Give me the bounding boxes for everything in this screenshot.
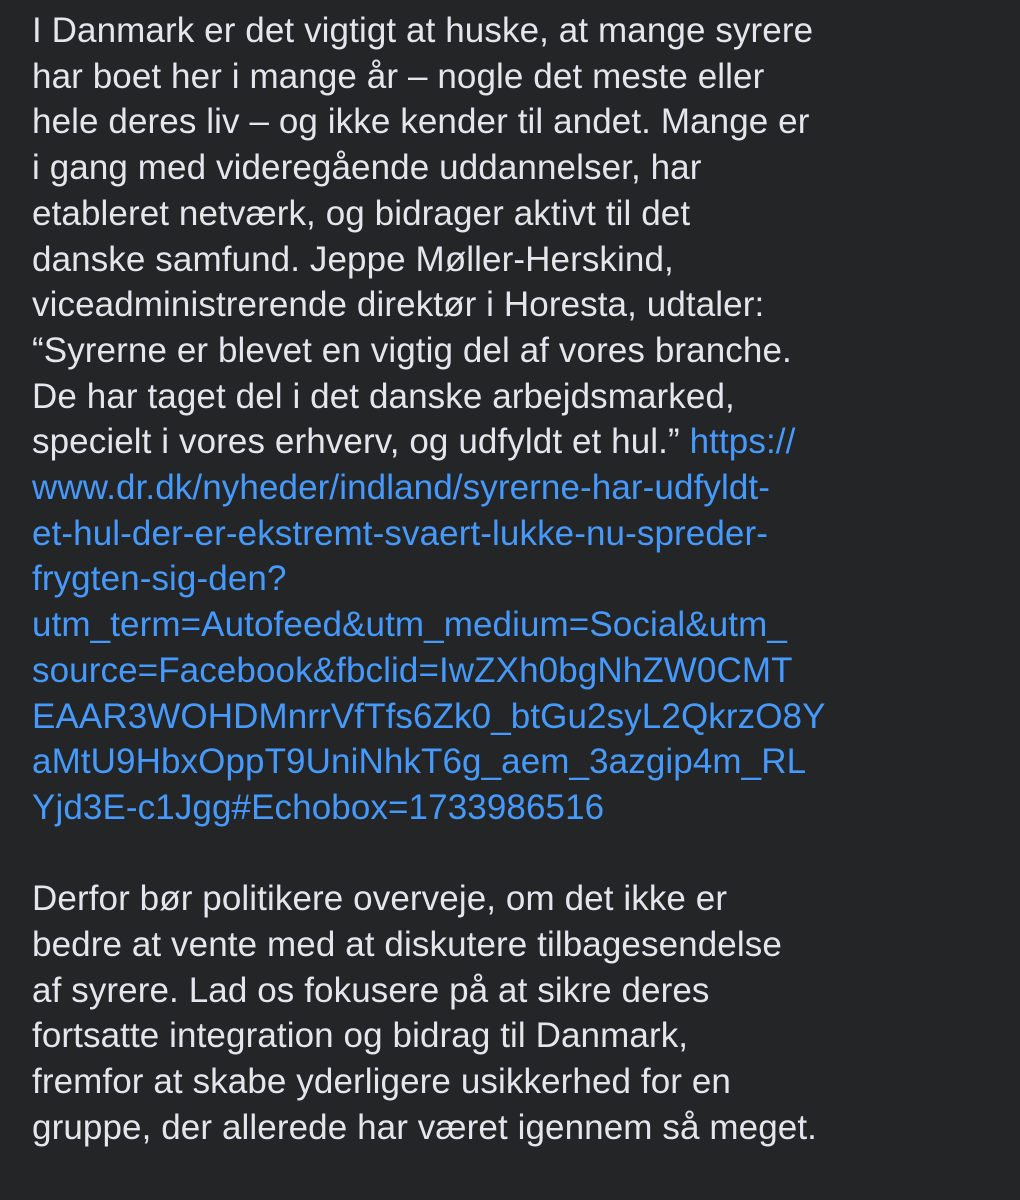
article-link-line[interactable]: aMtU9HbxOppT9UniNhkT6g_aem_3azgip4m_RL (32, 742, 807, 782)
text-line: Derfor bør politikere overveje, om det ikke er (32, 879, 728, 919)
article-link-start[interactable]: https:// (689, 422, 796, 462)
article-link-line[interactable]: utm_term=Autofeed&utm_medium=Social&utm_ (32, 605, 787, 645)
text-line-with-link-start (32, 419, 1000, 465)
text-line: fremfor at skabe yderligere usikkerhed for en (32, 1062, 731, 1102)
text-line: danske samfund. Jeppe Møller-Herskind, (32, 239, 674, 279)
text-line: har boet her i mange år – nogle det meste eller (32, 56, 765, 96)
text-line: fortsatte integration og bidrag til Danmark, (32, 1016, 689, 1056)
paragraph-2 (32, 876, 1000, 1150)
text-line: gruppe, der allerede har været igennem så meget. (32, 1107, 817, 1147)
article-link-line[interactable]: EAAR3WOHDMnrrVfTfs6Zk0_btGu2syL2QkrzO8Y (32, 696, 826, 736)
text-line: af syrere. Lad os fokusere på at sikre deres (32, 970, 710, 1010)
article-link-line[interactable]: et-hul-der-er-ekstremt-svaert-lukke-nu-spreder- (32, 513, 769, 553)
article-link-line[interactable]: Yjd3E-c1Jgg#Echobox=1733986516 (32, 787, 605, 827)
text-line: viceadministrerende direktør i Horesta, udtaler: (32, 285, 765, 325)
text-line: bedre at vente med at diskutere tilbagesendelse (32, 925, 782, 965)
article-link-line[interactable]: www.dr.dk/nyheder/indland/syrerne-har-udfyldt- (32, 468, 771, 508)
text-line: i gang med videregående uddannelser, har (32, 148, 702, 188)
text-line: I Danmark er det vigtigt at huske, at mange syrere (32, 11, 814, 50)
text-line: etableret netværk, og bidrager aktivt til det (32, 193, 691, 233)
text-line: “Syrerne er blevet en vigtig del af vores branche. (32, 330, 792, 370)
text-line: hele deres liv – og ikke kender til andet. Mange er (32, 102, 810, 142)
paragraph-1 (32, 8, 1000, 831)
article-link-line[interactable]: frygten-sig-den? (32, 559, 287, 599)
quote-end-text: specielt i vores erhverv, og udfyldt et hul.” (32, 422, 690, 462)
text-line: De har taget del i det danske arbejdsmarked, (32, 376, 735, 416)
article-link-line[interactable]: source=Facebook&fbclid=IwZXh0bgNhZW0CMT (32, 650, 793, 690)
